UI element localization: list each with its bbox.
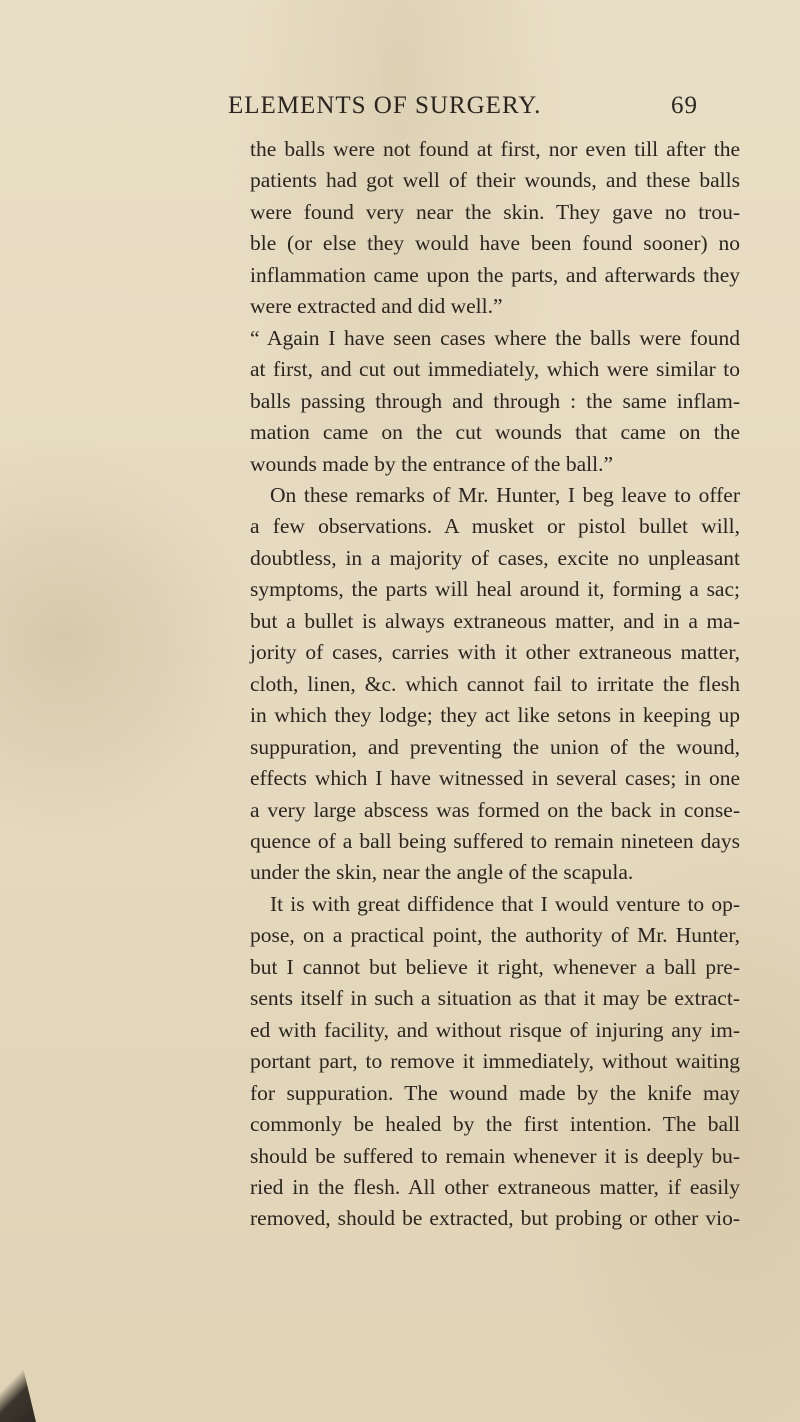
text-line: removed, should be extracted, but probing or other vio- — [250, 1206, 740, 1231]
page-corner-shadow — [0, 1332, 60, 1422]
text-line: patients had got well of their wounds, and these balls — [250, 168, 740, 193]
text-line: under the skin, near the angle of the scapula. — [250, 860, 634, 885]
text-line: It is with great diffidence that I would venture to op- — [270, 891, 740, 916]
text-line: the balls were not found at first, nor even till after the — [250, 137, 740, 161]
text-line: in which they lodge; they act like setons in keeping up — [250, 703, 740, 728]
text-line: but a bullet is always extraneous matter, and in a ma- — [250, 608, 740, 633]
text-line: suppuration, and preventing the union of the wound, — [250, 734, 740, 759]
text-line: jority of cases, carries with it other extraneous matter, — [250, 640, 740, 665]
text-line: ried in the flesh. All other extraneous matter, if easily — [250, 1174, 740, 1199]
text-line: were found very near the skin. They gave no trou- — [250, 199, 740, 224]
body-text — [250, 134, 740, 1235]
text-line: On these remarks of Mr. Hunter, I beg leave to offer — [270, 482, 740, 507]
text-line: mation came on the cut wounds that came on the — [250, 420, 740, 445]
text-line: sents itself in such a situation as that it may be extract- — [250, 986, 740, 1011]
text-line: pose, on a practical point, the authority of Mr. Hunter, — [250, 923, 740, 948]
text-line: cloth, linen, &c. which cannot fail to irritate the flesh — [250, 671, 740, 696]
text-line: but I cannot but believe it right, whenever a ball pre- — [250, 954, 740, 979]
text-line: inflammation came upon the parts, and afterwards they — [250, 262, 740, 287]
text-line: for suppuration. The wound made by the knife may — [250, 1080, 740, 1105]
text-line: at first, and cut out immediately, which were similar to — [250, 357, 740, 382]
text-line: wounds made by the entrance of the ball.” — [250, 451, 613, 476]
text-line: were extracted and did well.” — [250, 294, 503, 319]
running-header — [228, 92, 698, 132]
text-line: balls passing through and through : the same inflam- — [250, 388, 740, 413]
text-line: portant part, to remove it immediately, without waiting — [250, 1049, 740, 1074]
text-line: ed with facility, and without risque of injuring any im- — [250, 1017, 740, 1042]
text-line: effects which I have witnessed in several cases; in one — [250, 766, 740, 791]
running-title: ELEMENTS OF SURGERY. — [228, 92, 542, 119]
text-line: commonly be healed by the first intention. The ball — [250, 1112, 740, 1137]
text-line: a few observations. A musket or pistol bullet will, — [250, 514, 740, 539]
text-line: a very large abscess was formed on the back in conse- — [250, 797, 740, 822]
text-line: should be suffered to remain whenever it is deeply bu- — [250, 1143, 740, 1168]
text-line: symptoms, the parts will heal around it, forming a sac; — [250, 577, 740, 602]
text-line: “ Again I have seen cases where the balls were found — [250, 325, 740, 350]
text-line: ble (or else they would have been found sooner) no — [250, 231, 740, 256]
text-line: doubtless, in a majority of cases, excite no unpleasant — [250, 545, 740, 570]
page-number: 69 — [671, 92, 698, 119]
text-line: quence of a ball being suffered to remain nineteen days — [250, 828, 740, 853]
